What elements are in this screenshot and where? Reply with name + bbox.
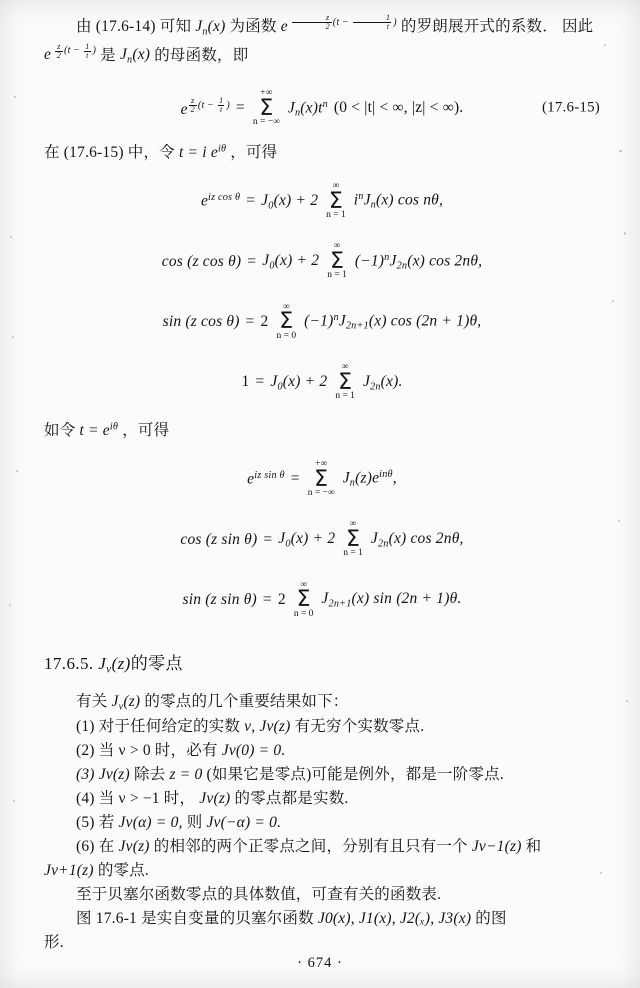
item-math-1: ν, <box>244 717 256 735</box>
inline-math-exp-generating: e $^{\frac{z}{2} (t - \frac{1}{t} )}$ <box>280 13 397 35</box>
item-math-2: Jν−1(z) <box>471 837 522 855</box>
scan-speck <box>9 604 11 606</box>
item-text-a: 当 ν > −1 时， <box>98 789 196 807</box>
section-title-math: $J_\nu(z)$ <box>98 654 131 676</box>
item-text-a: 在 <box>98 837 115 855</box>
page-number: · 674 · <box>297 955 343 971</box>
item-text-d: 的零点. <box>97 861 149 879</box>
equation-tag: (17.6-15) <box>541 99 600 116</box>
if-t-text-a: 如令 <box>44 422 76 440</box>
list-item <box>44 835 600 859</box>
item-text-b: 的相邻的两个正零点之间，分别有且只有一个 <box>153 837 468 855</box>
section-title-tail: 的零点 <box>130 654 183 674</box>
intro-text-d: 因此 <box>561 17 594 35</box>
item-text-b: (如果它是零点)可能是例外，都是一阶零点. <box>206 765 504 783</box>
inline-math-jn-2: $J_n(x)$ <box>119 46 151 66</box>
item-math-1: Jν(0) = 0. <box>221 741 286 759</box>
item-math-1: Jν(α) = 0, <box>118 813 183 831</box>
equation-17-6-15: e $^{\frac{z}{2} (t - \frac{1}{t} )}$ = +∞ Σ n = −∞ $J_n(x)t^n$ (0 < |t| < ∞, |z| < ∞). (17.6-15) <box>180 88 600 127</box>
inline-math-t-ie: t = i $e^{i\theta}$ <box>178 144 227 162</box>
list-item <box>44 715 600 739</box>
item-text-a: 对于任何给定的实数 <box>98 717 241 735</box>
equation-cos-zsin: cos (z sin θ) = $J_0(x) + 2$ ∞ Σ n = 1 $J_{2n}(x)$ cos 2nθ, <box>180 519 464 559</box>
item-text-a: 当 ν > 0 时，必有 <box>98 741 218 759</box>
list-item <box>44 811 600 835</box>
if-t-text-b: ，可得 <box>122 422 170 440</box>
intro-text-f: 的母函数，即 <box>154 46 249 64</box>
zeros-tail-3-text: 形. <box>44 933 64 951</box>
scan-speck <box>600 872 602 874</box>
zeros-tail-2 <box>44 907 600 931</box>
zeros-tail-3 <box>44 931 600 955</box>
section-number: 17.6.5. <box>44 654 94 674</box>
scan-speck <box>12 336 14 338</box>
substitute-t-line <box>44 141 600 165</box>
item-number: (2) <box>76 741 95 759</box>
equation-sin-zsin: sin (z sin θ) = 2 ∞ Σ n = 0 $J_{2n+1}(x)$ sin (2n + 1)θ. <box>182 579 462 619</box>
item-math-1: Jν(z) <box>118 837 150 855</box>
scan-speck <box>604 44 606 46</box>
scan-speck <box>624 232 626 235</box>
summation-symbol: ∞ Σ n = 1 <box>326 181 346 220</box>
list-item <box>44 739 600 763</box>
summation-symbol: ∞ Σ n = 0 <box>293 579 314 619</box>
item-math-2: z = 0 <box>169 765 203 783</box>
summation-symbol: ∞ Σ n = 1 <box>335 362 355 401</box>
equation-cos-expansion-1: $e^{iz cos \theta}$ = $J_0(x) + 2$ ∞ Σ n = 1 $i^nJ_n(x)$ cos nθ, <box>200 181 444 220</box>
inline-math-jn: $J_n(x)$ <box>195 17 226 38</box>
list-item-continuation <box>44 859 600 883</box>
page-body <box>44 14 600 955</box>
scan-speck <box>13 800 15 802</box>
zeros-tail-2-a: 图 17.6-1 是实自变量的贝塞尔函数 <box>76 909 314 927</box>
list-item <box>44 763 600 787</box>
equation-sin-expansion-1: sin (z cos θ) = 2 ∞ Σ n = 0 $(-1)^nJ_{2n+1}(x)$ cos (2n + 1)θ, <box>162 301 482 341</box>
intro-text-b: 为函数 <box>229 17 277 35</box>
summation-symbol: ∞ Σ n = 1 <box>327 241 347 281</box>
zeros-tail-2-math: J0(x), J1(x), J2(ₓ), J3(x) <box>317 909 472 927</box>
item-text-a: 除去 <box>133 765 166 783</box>
scan-speck <box>619 150 622 152</box>
summation-symbol: +∞ Σ n = −∞ <box>252 88 280 127</box>
equation-exp-izsin: $e^{iz sin \theta}$ = +∞ Σ n = −∞ $J_n(z)e^{in\theta}$, <box>247 459 397 498</box>
inline-math-exp-generating-2: e $^{\frac{z}{2} (t - \frac{1}{t} )}$ <box>44 41 97 64</box>
if-t-line <box>44 419 600 443</box>
substitute-text-a: 在 (17.6-15) 中，令 <box>44 144 175 162</box>
item-text-c: 和 <box>525 837 542 855</box>
item-text-b: 有无穷个实数零点. <box>294 717 425 735</box>
scan-speck <box>618 520 620 522</box>
scan-speck <box>16 470 18 472</box>
scan-speck <box>14 96 16 98</box>
item-math-1: Jν(z) <box>98 765 130 783</box>
equation-cos-expansion-2: cos (z cos θ) = $J_0(x) + 2$ ∞ Σ n = 1 $(-1)^nJ_{2n}(x)$ cos 2nθ, <box>161 241 483 281</box>
zeros-lead <box>44 690 600 715</box>
item-number: (3) <box>76 765 95 783</box>
intro-text-e: 是 <box>100 46 116 64</box>
substitute-text-b: ，可得 <box>230 144 278 162</box>
item-math-1: Jν(z) <box>199 789 231 807</box>
item-math-3: Jν+1(z) <box>44 861 94 879</box>
scan-speck <box>626 700 628 702</box>
scan-speck <box>612 300 614 302</box>
scan-speck <box>10 236 12 238</box>
summation-symbol: ∞ Σ n = 1 <box>343 519 363 559</box>
item-text-b: 的零点都是实数. <box>234 789 349 807</box>
item-number: (6) <box>76 837 95 855</box>
intro-paragraph-line2 <box>44 43 600 69</box>
summation-symbol: ∞ Σ n = 0 <box>276 301 297 341</box>
item-math-2: Jν(−α) = 0. <box>206 813 282 831</box>
item-number: (1) <box>76 717 95 735</box>
section-heading <box>44 649 600 676</box>
inline-math-t-eitheta: $t = e^{i\theta}$ <box>79 422 119 440</box>
item-text-a: 若 <box>98 813 115 831</box>
item-number: (4) <box>76 789 95 807</box>
zeros-tail-1-text: 至于贝塞尔函数零点的具体数值，可查有关的函数表. <box>76 885 442 903</box>
intro-paragraph-line1 <box>44 14 600 40</box>
item-math-2: Jν(z) <box>259 717 291 735</box>
item-text-b: 则 <box>186 813 203 831</box>
equation-condition: (0 < |t| < ∞, |z| < ∞). <box>333 99 464 117</box>
item-number: (5) <box>76 813 95 831</box>
zeros-lead-b: 的零点的几个重要结果如下： <box>144 692 349 710</box>
summation-symbol: +∞ Σ n = −∞ <box>307 459 335 498</box>
inline-math-jnu: $J_\nu(z)$ <box>111 692 141 712</box>
zeros-tail-1 <box>44 883 600 907</box>
intro-text-c: 的罗朗展开式的系数． <box>400 17 558 35</box>
zeros-lead-a: 有关 <box>76 692 108 710</box>
list-item <box>44 787 600 811</box>
intro-text-a: 由 (17.6-14) 可知 <box>76 17 192 35</box>
zeros-tail-2-b: 的图 <box>475 909 507 927</box>
equation-unity-expansion: 1 = $J_0(x) + 2$ ∞ Σ n = 1 $J_{2n}(x)$. <box>241 362 403 401</box>
